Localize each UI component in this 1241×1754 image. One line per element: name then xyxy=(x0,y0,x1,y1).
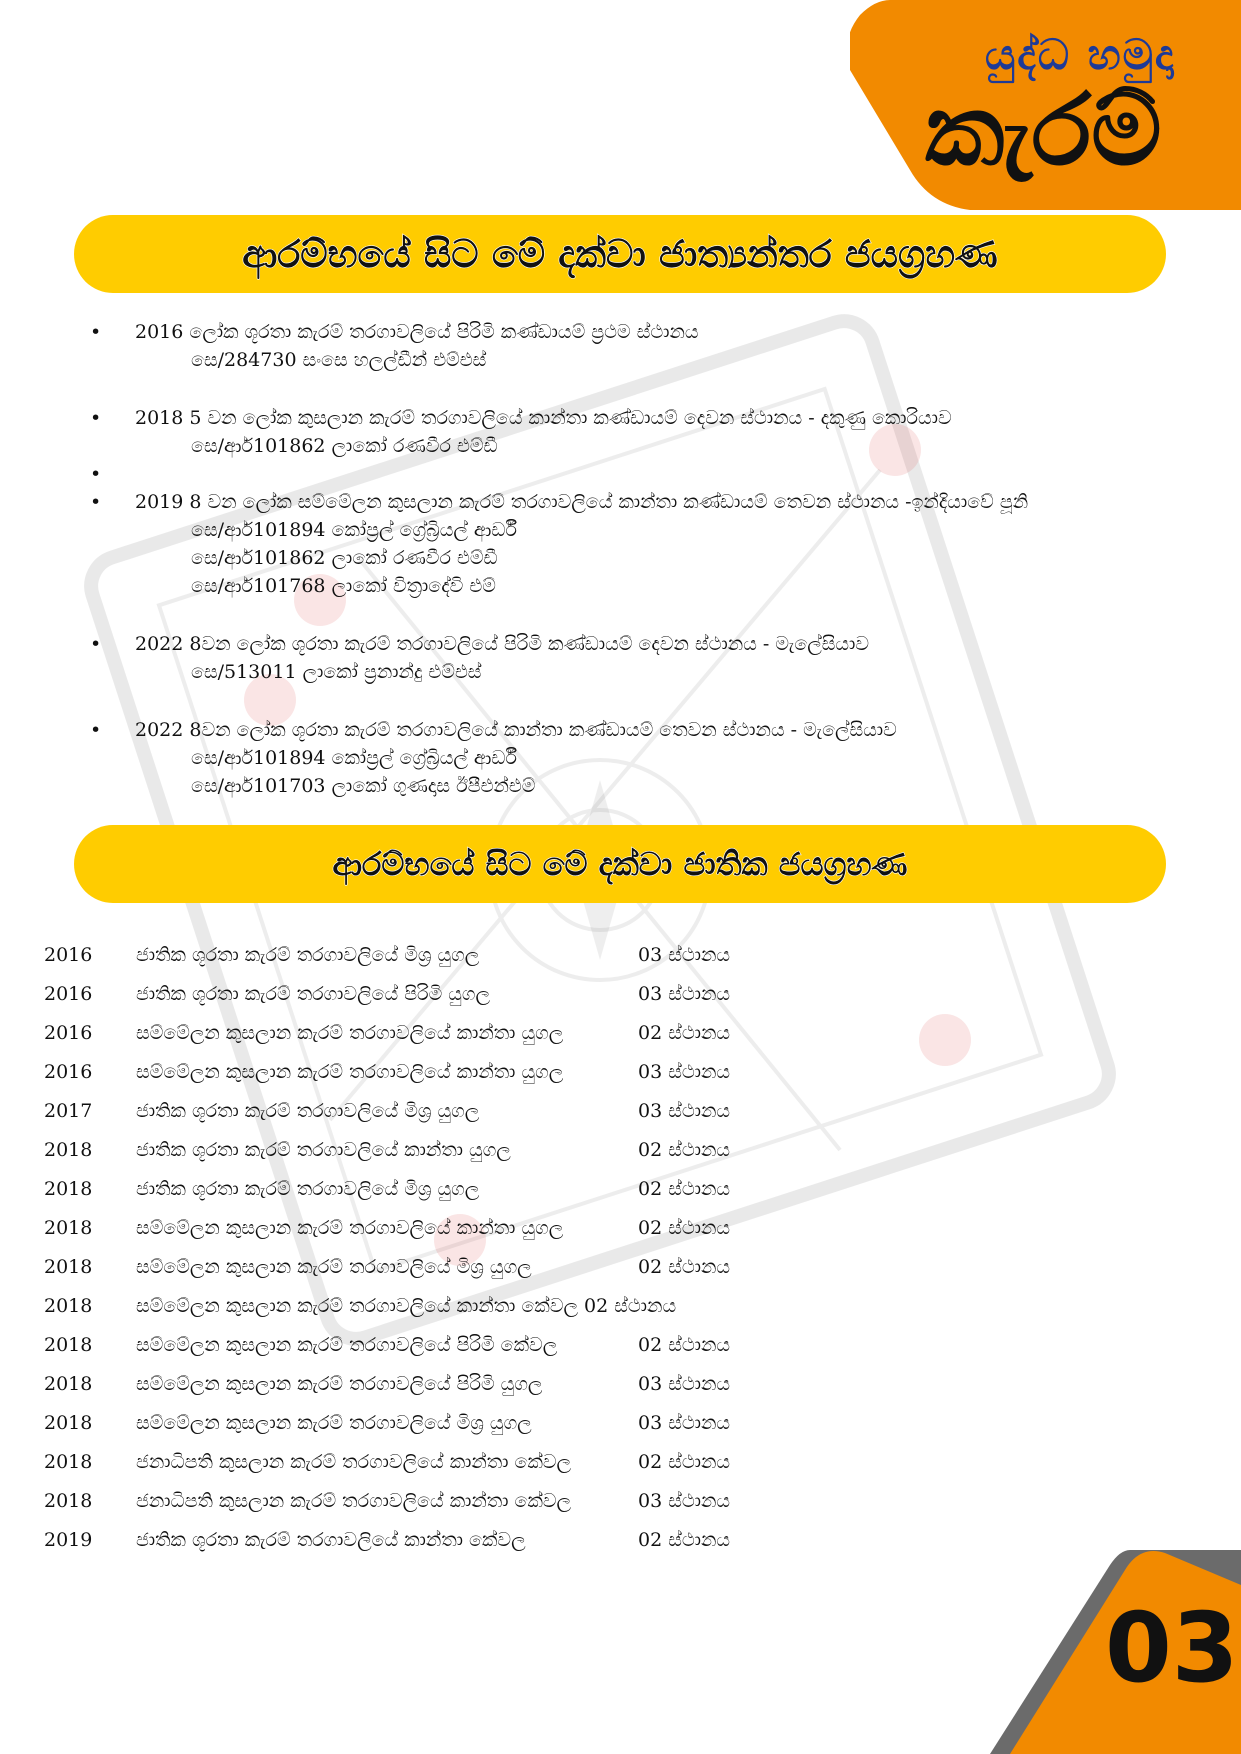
event-cell: ජාතික ශූරතා කැරම් තරගාවලියේ මිශ්‍ර යුගල xyxy=(136,943,480,966)
international-heading-bar xyxy=(74,215,1166,293)
member-name: සෙ/284730 සංසෙ හලල්ඩීන් එම්එස් xyxy=(191,349,487,371)
international-heading: ආරම්භයේ සිට මේ දක්වා ජාත්‍යන්තර ජයග්‍රහණ xyxy=(242,231,998,276)
list-item xyxy=(90,630,1130,686)
table-row xyxy=(44,1325,804,1364)
year-cell: 2018 xyxy=(44,1450,93,1473)
bullet-icon: • xyxy=(90,321,102,343)
year-cell: 2018 xyxy=(44,1177,93,1200)
place-cell: 02 ස්ථානය xyxy=(638,1333,731,1356)
year-cell: 2018 xyxy=(44,1489,93,1512)
table-row xyxy=(44,1052,804,1091)
place-cell: 02 ස්ථානය xyxy=(638,1177,731,1200)
member-name: සෙ/ආර්101862 ලාකෝ රණවීර එම්ඩී xyxy=(191,435,498,457)
table-row xyxy=(44,1403,804,1442)
list-item xyxy=(90,404,1130,460)
event-cell: සම්මේලන කුසලාන කැරම් තරගාවලියේ කාන්තා කේවල 02 ස්ථානය xyxy=(136,1294,677,1317)
year-cell: 2018 xyxy=(44,1333,93,1356)
achievement-title: 2022 8වන ලෝක ශූරතා කැරම් තරගාවලියේ පිරිමි කණ්ඩායම් දෙවන ස්ථානය - මැලේසියාව xyxy=(135,633,869,655)
event-cell: ජාතික ශූරතා කැරම් තරගාවලියේ මිශ්‍ර යුගල xyxy=(136,1177,480,1200)
national-achievements-table xyxy=(44,935,804,1559)
table-row xyxy=(44,1481,804,1520)
event-cell: සම්මේලන කුසලාන කැරම් තරගාවලියේ පිරිමි යුගල xyxy=(136,1372,543,1395)
year-cell: 2016 xyxy=(44,943,93,966)
table-row xyxy=(44,974,804,1013)
event-cell: සම්මේලන කුසලාන කැරම් තරගාවලියේ මිශ්‍ර යුගල xyxy=(136,1411,532,1434)
bullet-icon: • xyxy=(90,719,102,741)
event-cell: සම්මේලන කුසලාන කැරම් තරගාවලියේ කාන්තා යුගල xyxy=(136,1060,564,1083)
place-cell: 02 ස්ථානය xyxy=(638,1528,731,1551)
table-row xyxy=(44,1364,804,1403)
event-cell: ජාතික ශූරතා කැරම් තරගාවලියේ පිරිමි යුගල xyxy=(136,982,491,1005)
place-cell: 02 ස්ථානය xyxy=(638,1021,731,1044)
table-row xyxy=(44,1130,804,1169)
place-cell: 03 ස්ථානය xyxy=(638,982,731,1005)
year-cell: 2018 xyxy=(44,1411,93,1434)
event-cell: සම්මේලන කුසලාන කැරම් තරගාවලියේ මිශ්‍ර යුගල xyxy=(136,1255,532,1278)
event-cell: ජාතික ශූරතා කැරම් තරගාවලියේ කාන්තා යුගල xyxy=(136,1138,511,1161)
event-cell: සම්මේලන කුසලාන කැරම් තරගාවලියේ පිරිමි කේවල xyxy=(136,1333,558,1356)
event-cell: ජාතික ශූරතා කැරම් තරගාවලියේ මිශ්‍ර යුගල xyxy=(136,1099,480,1122)
member-name: සෙ/ආර්101703 ලාකෝ ගුණදාස ඊපීඑන්එම් xyxy=(191,775,536,797)
table-row xyxy=(44,1286,804,1325)
event-cell: සම්මේලන කුසලාන කැරම් තරගාවලියේ කාන්තා යුගල xyxy=(136,1216,564,1239)
member-name: සෙ/ආර්101894 කෝප්‍රල් ග්‍රේබ්‍රියල් ආර්ඩී xyxy=(191,519,517,541)
event-cell: ජනාධිපති කුසලාන කැරම් තරගාවලියේ කාන්තා කේවල xyxy=(136,1489,572,1512)
list-item-empty xyxy=(90,460,1130,488)
list-item xyxy=(90,488,1130,600)
national-heading-bar xyxy=(74,825,1166,903)
year-cell: 2016 xyxy=(44,982,93,1005)
bullet-icon: • xyxy=(90,633,102,655)
member-name: සෙ/ආර්101768 ලාකෝ විත්‍රාදේවි එම් xyxy=(191,575,496,597)
place-cell: 03 ස්ථානය xyxy=(638,1060,731,1083)
place-cell: 02 ස්ථානය xyxy=(638,1216,731,1239)
bullet-icon: • xyxy=(90,463,102,485)
year-cell: 2016 xyxy=(44,1021,93,1044)
year-cell: 2018 xyxy=(44,1216,93,1239)
year-cell: 2018 xyxy=(44,1255,93,1278)
national-heading: ආරම්භයේ සිට මේ දක්වා ජාතික ජයග්‍රහණ xyxy=(332,844,908,883)
place-cell: 02 ස්ථානය xyxy=(638,1255,731,1278)
achievement-title: 2018 5 වන ලෝක කුසලාන කැරම් තරගාවලියේ කාන්තා කණ්ඩායම් දෙවන ස්ථානය - දකුණු කොරියාව xyxy=(135,407,952,429)
year-cell: 2018 xyxy=(44,1138,93,1161)
achievement-title: 2016 ලෝක ශූරතා කැරම් තරගාවලියේ පිරිමි කණ්ඩායම් ප්‍රථම ස්ථානය xyxy=(135,321,699,343)
international-achievements-list xyxy=(90,318,1130,830)
list-item xyxy=(90,716,1130,800)
table-row xyxy=(44,1520,804,1559)
place-cell: 02 ස්ථානය xyxy=(638,1138,731,1161)
place-cell: 03 ස්ථානය xyxy=(638,1411,731,1434)
list-item xyxy=(90,318,1130,374)
achievement-title: 2019 8 වන ලෝක සම්මේලන කුසලාන කැරම් තරගාවලියේ කාන්තා කණ්ඩායම් තෙවන ස්ථානය -ඉන්දියාවේ පූනි xyxy=(135,491,1029,513)
place-cell: 03 ස්ථානය xyxy=(638,943,731,966)
place-cell: 03 ස්ථානය xyxy=(638,1099,731,1122)
table-row xyxy=(44,1091,804,1130)
table-row xyxy=(44,935,804,974)
member-name: සෙ/ආර්101862 ලාකෝ රණවීර එම්ඩී xyxy=(191,547,498,569)
place-cell: 03 ස්ථානය xyxy=(638,1372,731,1395)
bullet-icon: • xyxy=(90,491,102,513)
event-cell: ජාතික ශූරතා කැරම් තරගාවලියේ කාන්තා කේවල xyxy=(136,1528,526,1551)
year-cell: 2019 xyxy=(44,1528,93,1551)
page-number: 03 xyxy=(1105,1592,1239,1704)
place-cell: 03 ස්ථානය xyxy=(638,1489,731,1512)
brand-title: කැරම් xyxy=(925,74,1162,188)
year-cell: 2018 xyxy=(44,1372,93,1395)
member-name: සෙ/513011 ලාකෝ ප්‍රනාන්දු එම්එස් xyxy=(191,661,482,683)
table-row xyxy=(44,1442,804,1481)
year-cell: 2016 xyxy=(44,1060,93,1083)
table-row xyxy=(44,1169,804,1208)
achievement-title: 2022 8වන ලෝක ශූරතා කැරම් තරගාවලියේ කාන්තා කණ්ඩායම් තෙවන ස්ථානය - මැලේසියාව xyxy=(135,719,897,741)
member-name: සෙ/ආර්101894 කෝප්‍රල් ග්‍රේබ්‍රියල් ආර්ඩී xyxy=(191,747,517,769)
year-cell: 2018 xyxy=(44,1294,93,1317)
table-row xyxy=(44,1247,804,1286)
event-cell: ජනාධිපති කුසලාන කැරම් තරගාවලියේ කාන්තා කේවල xyxy=(136,1450,572,1473)
brand-subtitle: යුද්ධ හමුදා xyxy=(985,30,1176,79)
table-row xyxy=(44,1013,804,1052)
place-cell: 02 ස්ථානය xyxy=(638,1450,731,1473)
bullet-icon: • xyxy=(90,407,102,429)
year-cell: 2017 xyxy=(44,1099,93,1122)
event-cell: සම්මේලන කුසලාන කැරම් තරගාවලියේ කාන්තා යුගල xyxy=(136,1021,564,1044)
table-row xyxy=(44,1208,804,1247)
